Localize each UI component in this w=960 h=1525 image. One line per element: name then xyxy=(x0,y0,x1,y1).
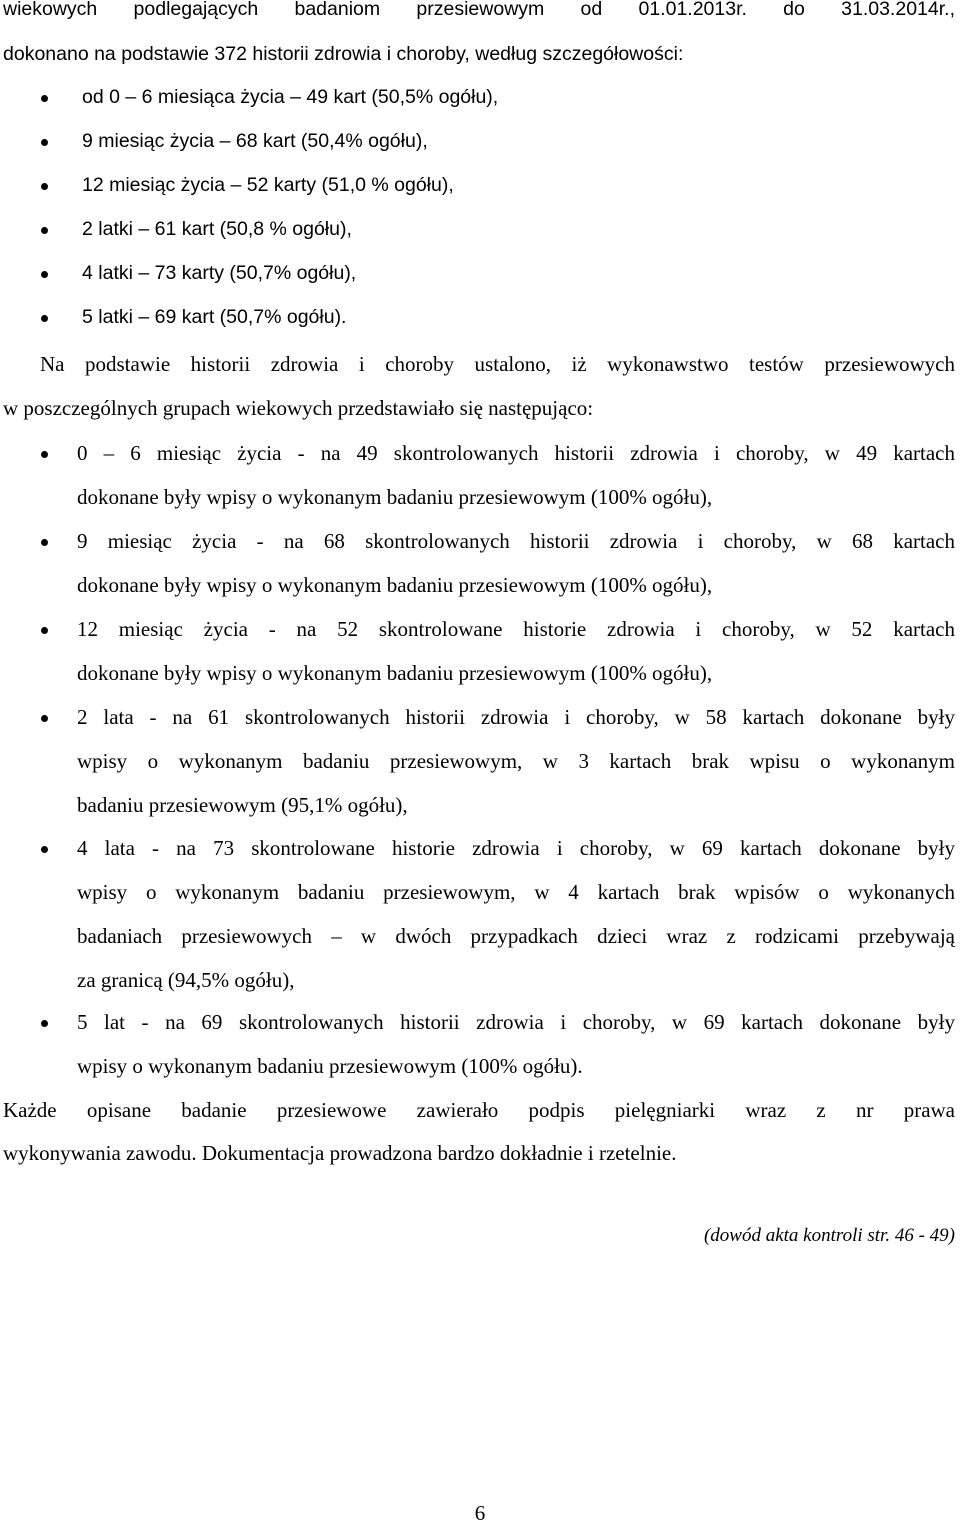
list-item-line: 4 lata - na 73 skontrolowane historie zdrowia i choroby, w 69 kartach dokonane były xyxy=(77,836,955,860)
bullet-icon xyxy=(41,451,48,458)
list-item-line: wpisy o wykonanym badaniu przesiewowym (100% ogółu). xyxy=(77,1054,583,1078)
list-item-line: 12 miesiąc życia - na 52 skontrolowane historie zdrowia i choroby, w 52 kartach xyxy=(77,617,955,641)
bullet-icon xyxy=(41,539,48,546)
list-item-line: wpisy o wykonanym badaniu przesiewowym, w 3 kartach brak wpisu o wykonanym xyxy=(77,749,955,773)
list-item-line: 2 lata - na 61 skontrolowanych historii zdrowia i choroby, w 58 kartach dokonane były xyxy=(77,705,955,729)
list-item-line: badaniach przesiewowych – w dwóch przypadkach dzieci wraz z rodzicami przebywają xyxy=(77,924,955,948)
list-item-text: od 0 – 6 miesiąca życia – 49 kart (50,5% ogółu), xyxy=(82,86,499,108)
bullet-icon xyxy=(41,315,48,322)
list-item-line: 0 – 6 miesiąc życia - na 49 skontrolowanych historii zdrowia i choroby, w 49 kartach xyxy=(77,441,955,465)
list-item-line: za granicą (94,5% ogółu), xyxy=(77,968,295,992)
page-number: 6 xyxy=(474,1501,486,1525)
list-item-line: dokonane były wpisy o wykonanym badaniu przesiewowym (100% ogółu), xyxy=(77,485,713,509)
bullet-icon xyxy=(41,271,48,278)
list-item-line: 9 miesiąc życia - na 68 skontrolowanych historii zdrowia i choroby, w 68 kartach xyxy=(77,529,955,553)
list-item-line: 5 lat - na 69 skontrolowanych historii zdrowia i choroby, w 69 kartach dokonane były xyxy=(77,1010,955,1034)
bullet-icon xyxy=(41,139,48,146)
closing-line-1: Każde opisane badanie przesiewowe zawierało podpis pielęgniarki wraz z nr prawa xyxy=(3,1098,955,1122)
list-item-text: 4 latki – 73 karty (50,7% ogółu), xyxy=(82,262,357,284)
closing-line-2: wykonywania zawodu. Dokumentacja prowadzona bardzo dokładnie i rzetelnie. xyxy=(3,1141,677,1165)
list-item-line: wpisy o wykonanym badaniu przesiewowym, w 4 kartach brak wpisów o wykonanych xyxy=(77,880,955,904)
list-item-line: dokonane były wpisy o wykonanym badaniu przesiewowym (100% ogółu), xyxy=(77,661,713,685)
list-item-text: 9 miesiąc życia – 68 kart (50,4% ogółu), xyxy=(82,130,428,152)
bullet-icon xyxy=(41,715,48,722)
evidence-note: (dowód akta kontroli str. 46 - 49) xyxy=(703,1225,955,1246)
findings-intro-line-2: w poszczególnych grupach wiekowych przedstawiało się następująco: xyxy=(3,396,594,420)
intro-line-2: dokonano na podstawie 372 historii zdrowia i choroby, według szczegółowości: xyxy=(3,43,684,65)
list-item-line: badaniu przesiewowym (95,1% ogółu), xyxy=(77,793,408,817)
list-item-text: 12 miesiąc życia – 52 karty (51,0 % ogółu), xyxy=(82,174,454,196)
bullet-icon xyxy=(41,627,48,634)
intro-line-1: wiekowych podlegających badaniom przesiewowym od 01.01.2013r. do 31.03.2014r., xyxy=(3,0,955,20)
bullet-icon xyxy=(41,183,48,190)
list-item-text: 5 latki – 69 kart (50,7% ogółu). xyxy=(82,306,347,328)
bullet-icon xyxy=(41,95,48,102)
bullet-icon xyxy=(41,1020,48,1027)
list-item-text: 2 latki – 61 kart (50,8 % ogółu), xyxy=(82,218,352,240)
bullet-icon xyxy=(41,846,48,853)
bullet-icon xyxy=(41,227,48,234)
findings-intro-line-1: Na podstawie historii zdrowia i choroby ustalono, iż wykonawstwo testów przesiewowych xyxy=(40,352,955,376)
list-item-line: dokonane były wpisy o wykonanym badaniu przesiewowym (100% ogółu), xyxy=(77,573,713,597)
